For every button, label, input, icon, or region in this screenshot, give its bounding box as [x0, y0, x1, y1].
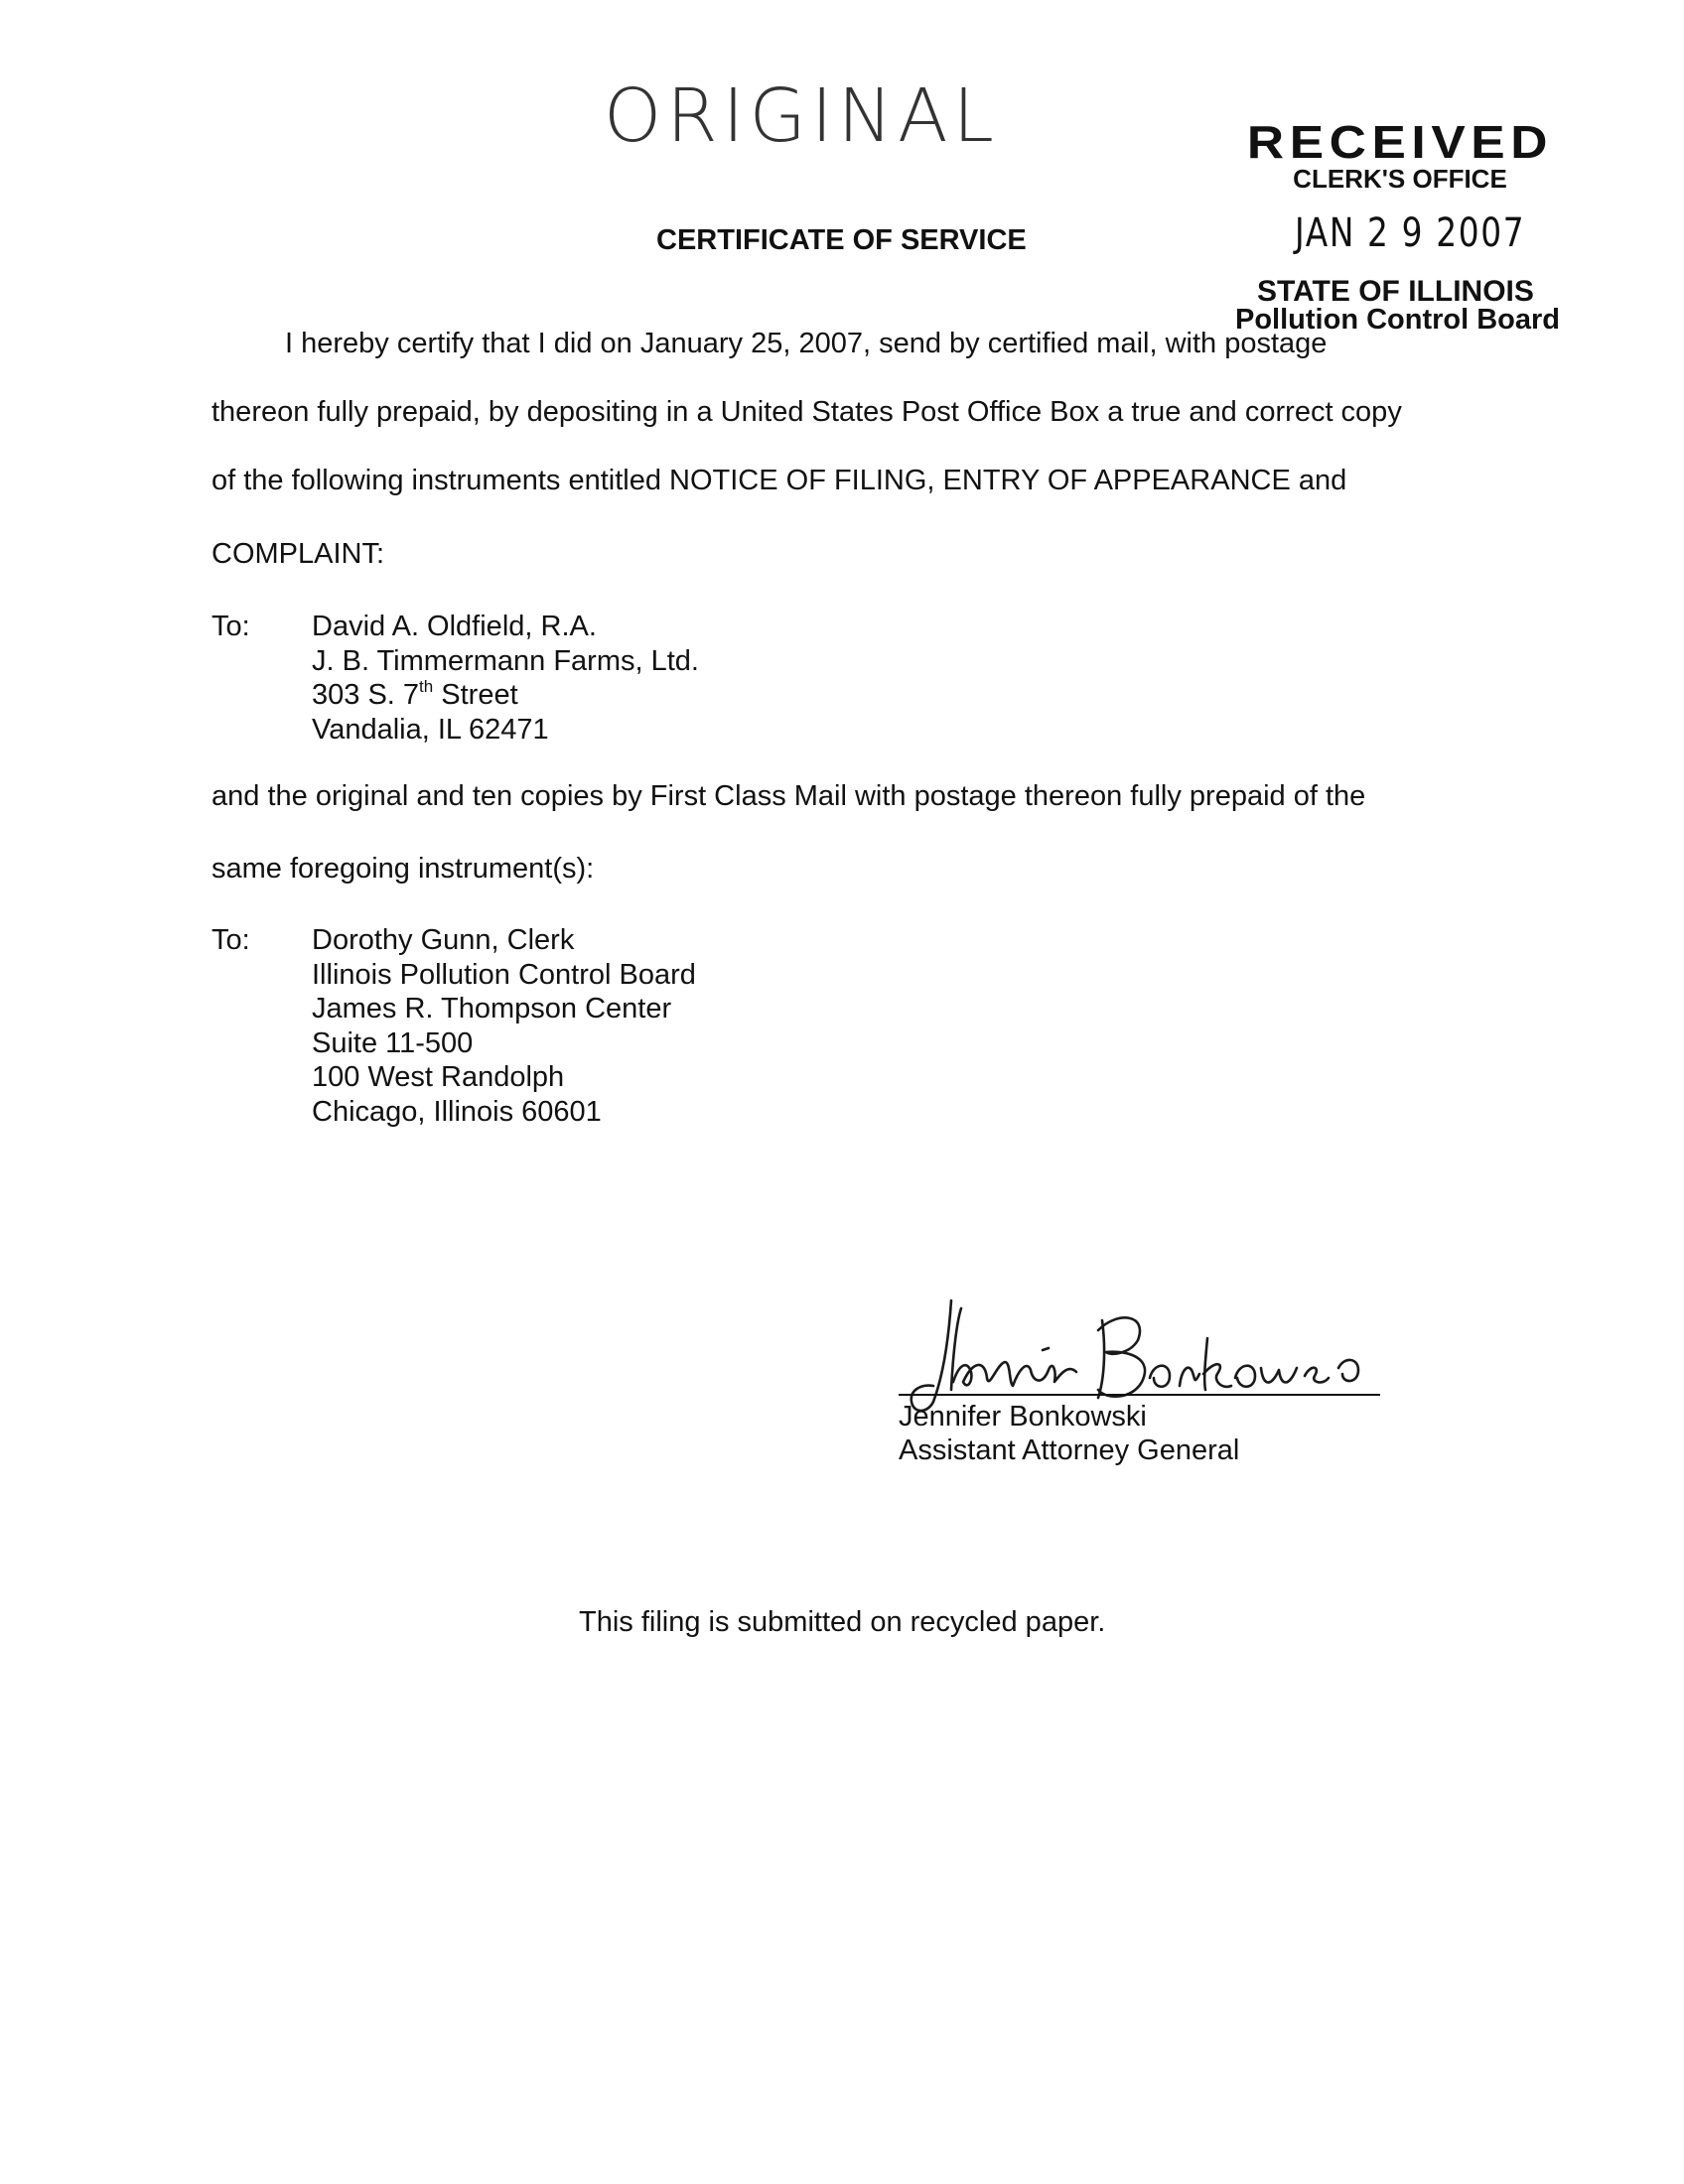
signature-line [899, 1394, 1380, 1396]
paragraph-2-line-2: same foregoing instrument(s): [211, 853, 595, 885]
document-title: CERTIFICATE OF SERVICE [656, 224, 1027, 256]
recipient-1-street [312, 678, 699, 713]
recipient-1-city: Vandalia, IL 62471 [312, 713, 549, 746]
recipient-1-name: David A. Oldfield, R.A. [312, 611, 597, 642]
recipient-2-line: 100 West Randolph [312, 1061, 565, 1093]
received-stamp-title: RECEIVED [1246, 116, 1554, 168]
paragraph-2-line-1: and the original and ten copies by First Class Mail with postage thereon fully prepaid of the [211, 780, 1366, 812]
recipient-2-line: Suite 11-500 [312, 1026, 474, 1059]
recipient-1-street-name: Street [433, 679, 518, 711]
received-stamp-office: CLERK'S OFFICE [1293, 164, 1507, 194]
recipient-2-line: Dorothy Gunn, Clerk [312, 924, 575, 956]
recipient-1-street-number: 303 S. 7 [312, 679, 420, 711]
recipient-1-address [312, 610, 699, 747]
signer-title: Assistant Attorney General [899, 1434, 1240, 1466]
recipient-2-line: James R. Thompson Center [312, 993, 672, 1024]
recipient-2-address [312, 923, 696, 1129]
paragraph-1-line-4: COMPLAINT: [211, 538, 385, 570]
paragraph-1-line-2: thereon fully prepaid, by depositing in a United States Post Office Box a true and correct copy [211, 396, 1402, 428]
paragraph-1-line-1: I hereby certify that I did on January 25, 2007, send by certified mail, with postage [285, 328, 1328, 359]
recipient-1-company: J. B. Timmermann Farms, Ltd. [312, 644, 699, 677]
paragraph-1-line-3: of the following instruments entitled NOTICE OF FILING, ENTRY OF APPEARANCE and [211, 465, 1347, 496]
received-stamp-board: Pollution Control Board [1235, 304, 1561, 336]
recipient-1-to-label: To: [211, 611, 250, 642]
original-stamp: ORIGINAL [604, 73, 999, 159]
recipient-2-to-label: To: [211, 924, 250, 956]
recipient-2-line: Chicago, Illinois 60601 [312, 1095, 602, 1128]
recipient-1-street-suffix: th [419, 677, 434, 696]
received-stamp-date: JAN 2 9 2007 [1295, 210, 1526, 256]
footer-note: This filing is submitted on recycled paper. [579, 1606, 1106, 1638]
signer-name: Jennifer Bonkowski [899, 1401, 1147, 1433]
recipient-2-line: Illinois Pollution Control Board [312, 958, 696, 991]
received-stamp-state: STATE OF ILLINOIS [1257, 275, 1534, 308]
received-stamp [1241, 116, 1559, 194]
